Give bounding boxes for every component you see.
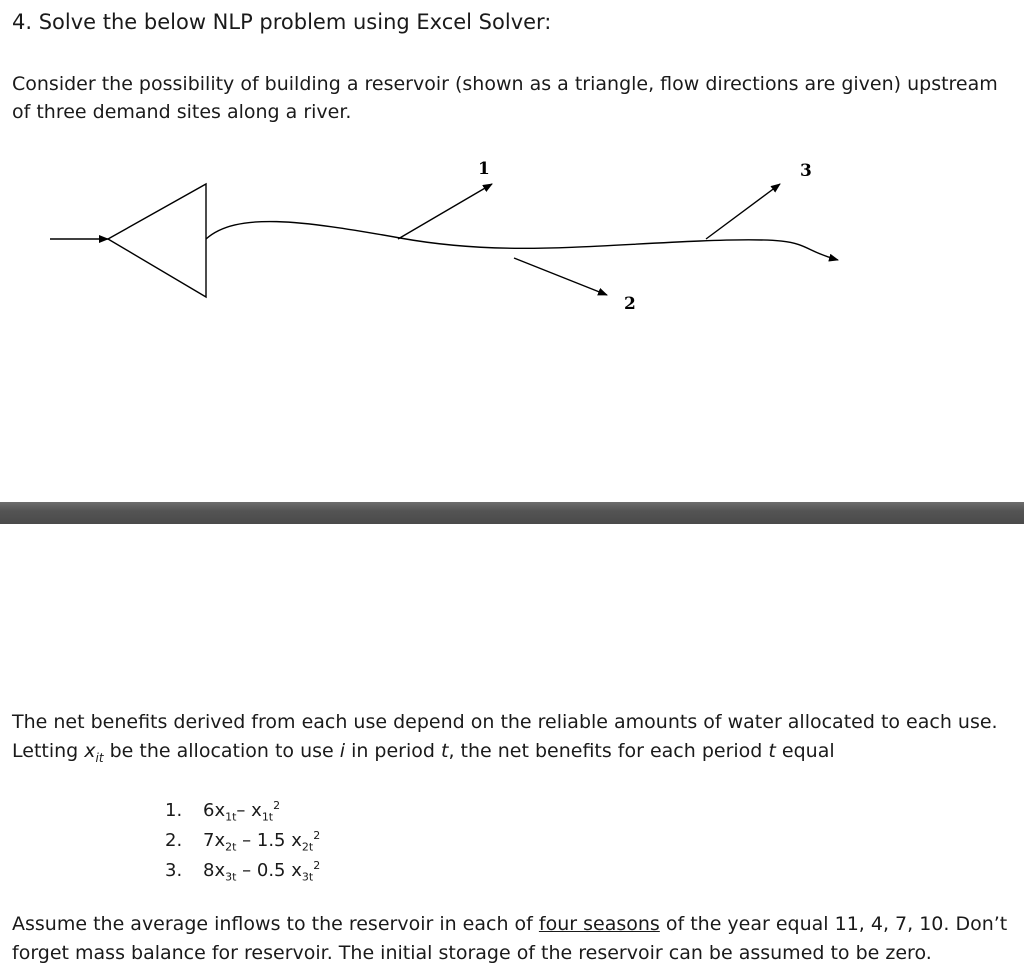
diversion-arrow-site-2 <box>514 258 607 295</box>
assumption-paragraph <box>12 910 1017 968</box>
assumption-text-post: of the year equal 11, 4, 7, 10. Don’t forget mass balance for reservoir. The initial storage of the reservoir can be assumed to be zero. <box>12 913 1008 964</box>
net-benefits-paragraph <box>12 708 1017 773</box>
variable-x-subscript: it <box>95 750 104 765</box>
formula-number: 3. <box>165 860 183 881</box>
formula-item <box>165 796 320 826</box>
page-separator-bar <box>0 502 1024 524</box>
benefits-text-4: , the net benefits for each period <box>448 740 769 762</box>
formula-expression: $8x_{3t} - 0.5$ $x_{3t}^2$ <box>203 859 321 884</box>
reservoir-triangle <box>108 184 206 297</box>
benefits-line-1: The net benefits derived from each use depend on the reliable amounts of water allocated to each use. <box>12 711 998 733</box>
variable-t: t <box>441 740 449 762</box>
formula-number: 2. <box>165 830 183 851</box>
question-heading: 4. Solve the below NLP problem using Excel Solver: <box>12 10 552 34</box>
variable-x: x <box>84 740 96 762</box>
benefits-text-2: be the allocation to use <box>103 740 340 762</box>
formula-item <box>165 856 320 886</box>
diversion-arrow-site-3 <box>706 184 780 239</box>
formula-expression: $7x_{2t} - 1.5$ $x_{2t}^2$ <box>203 829 321 854</box>
variable-t-2: t <box>768 740 776 762</box>
demand-site-1-label: 1 <box>478 159 490 179</box>
demand-site-2-label: 2 <box>624 294 636 314</box>
formula-number: 1. <box>165 800 183 821</box>
variable-i: i <box>339 740 346 762</box>
benefits-text-5: equal <box>775 740 835 762</box>
benefit-formula-list <box>165 796 320 886</box>
demand-site-3-label: 3 <box>800 161 812 181</box>
formula-expression: $6x_{1t}-$ $x_{1t}^2$ <box>203 799 281 824</box>
intro-paragraph: Consider the possibility of building a reservoir (shown as a triangle, flow directions are given) upstream of three demand sites along a river. <box>12 73 998 123</box>
formula-item <box>165 826 320 856</box>
benefits-text-3: in period <box>345 740 441 762</box>
diversion-arrow-site-1 <box>398 184 492 239</box>
four-seasons-underlined: four seasons <box>538 913 660 935</box>
benefits-letting: Letting <box>12 740 85 762</box>
river-reservoir-diagram <box>0 150 1024 330</box>
assumption-text-pre: Assume the average inflows to the reservoir in each of <box>12 913 539 935</box>
river-path <box>206 222 838 260</box>
